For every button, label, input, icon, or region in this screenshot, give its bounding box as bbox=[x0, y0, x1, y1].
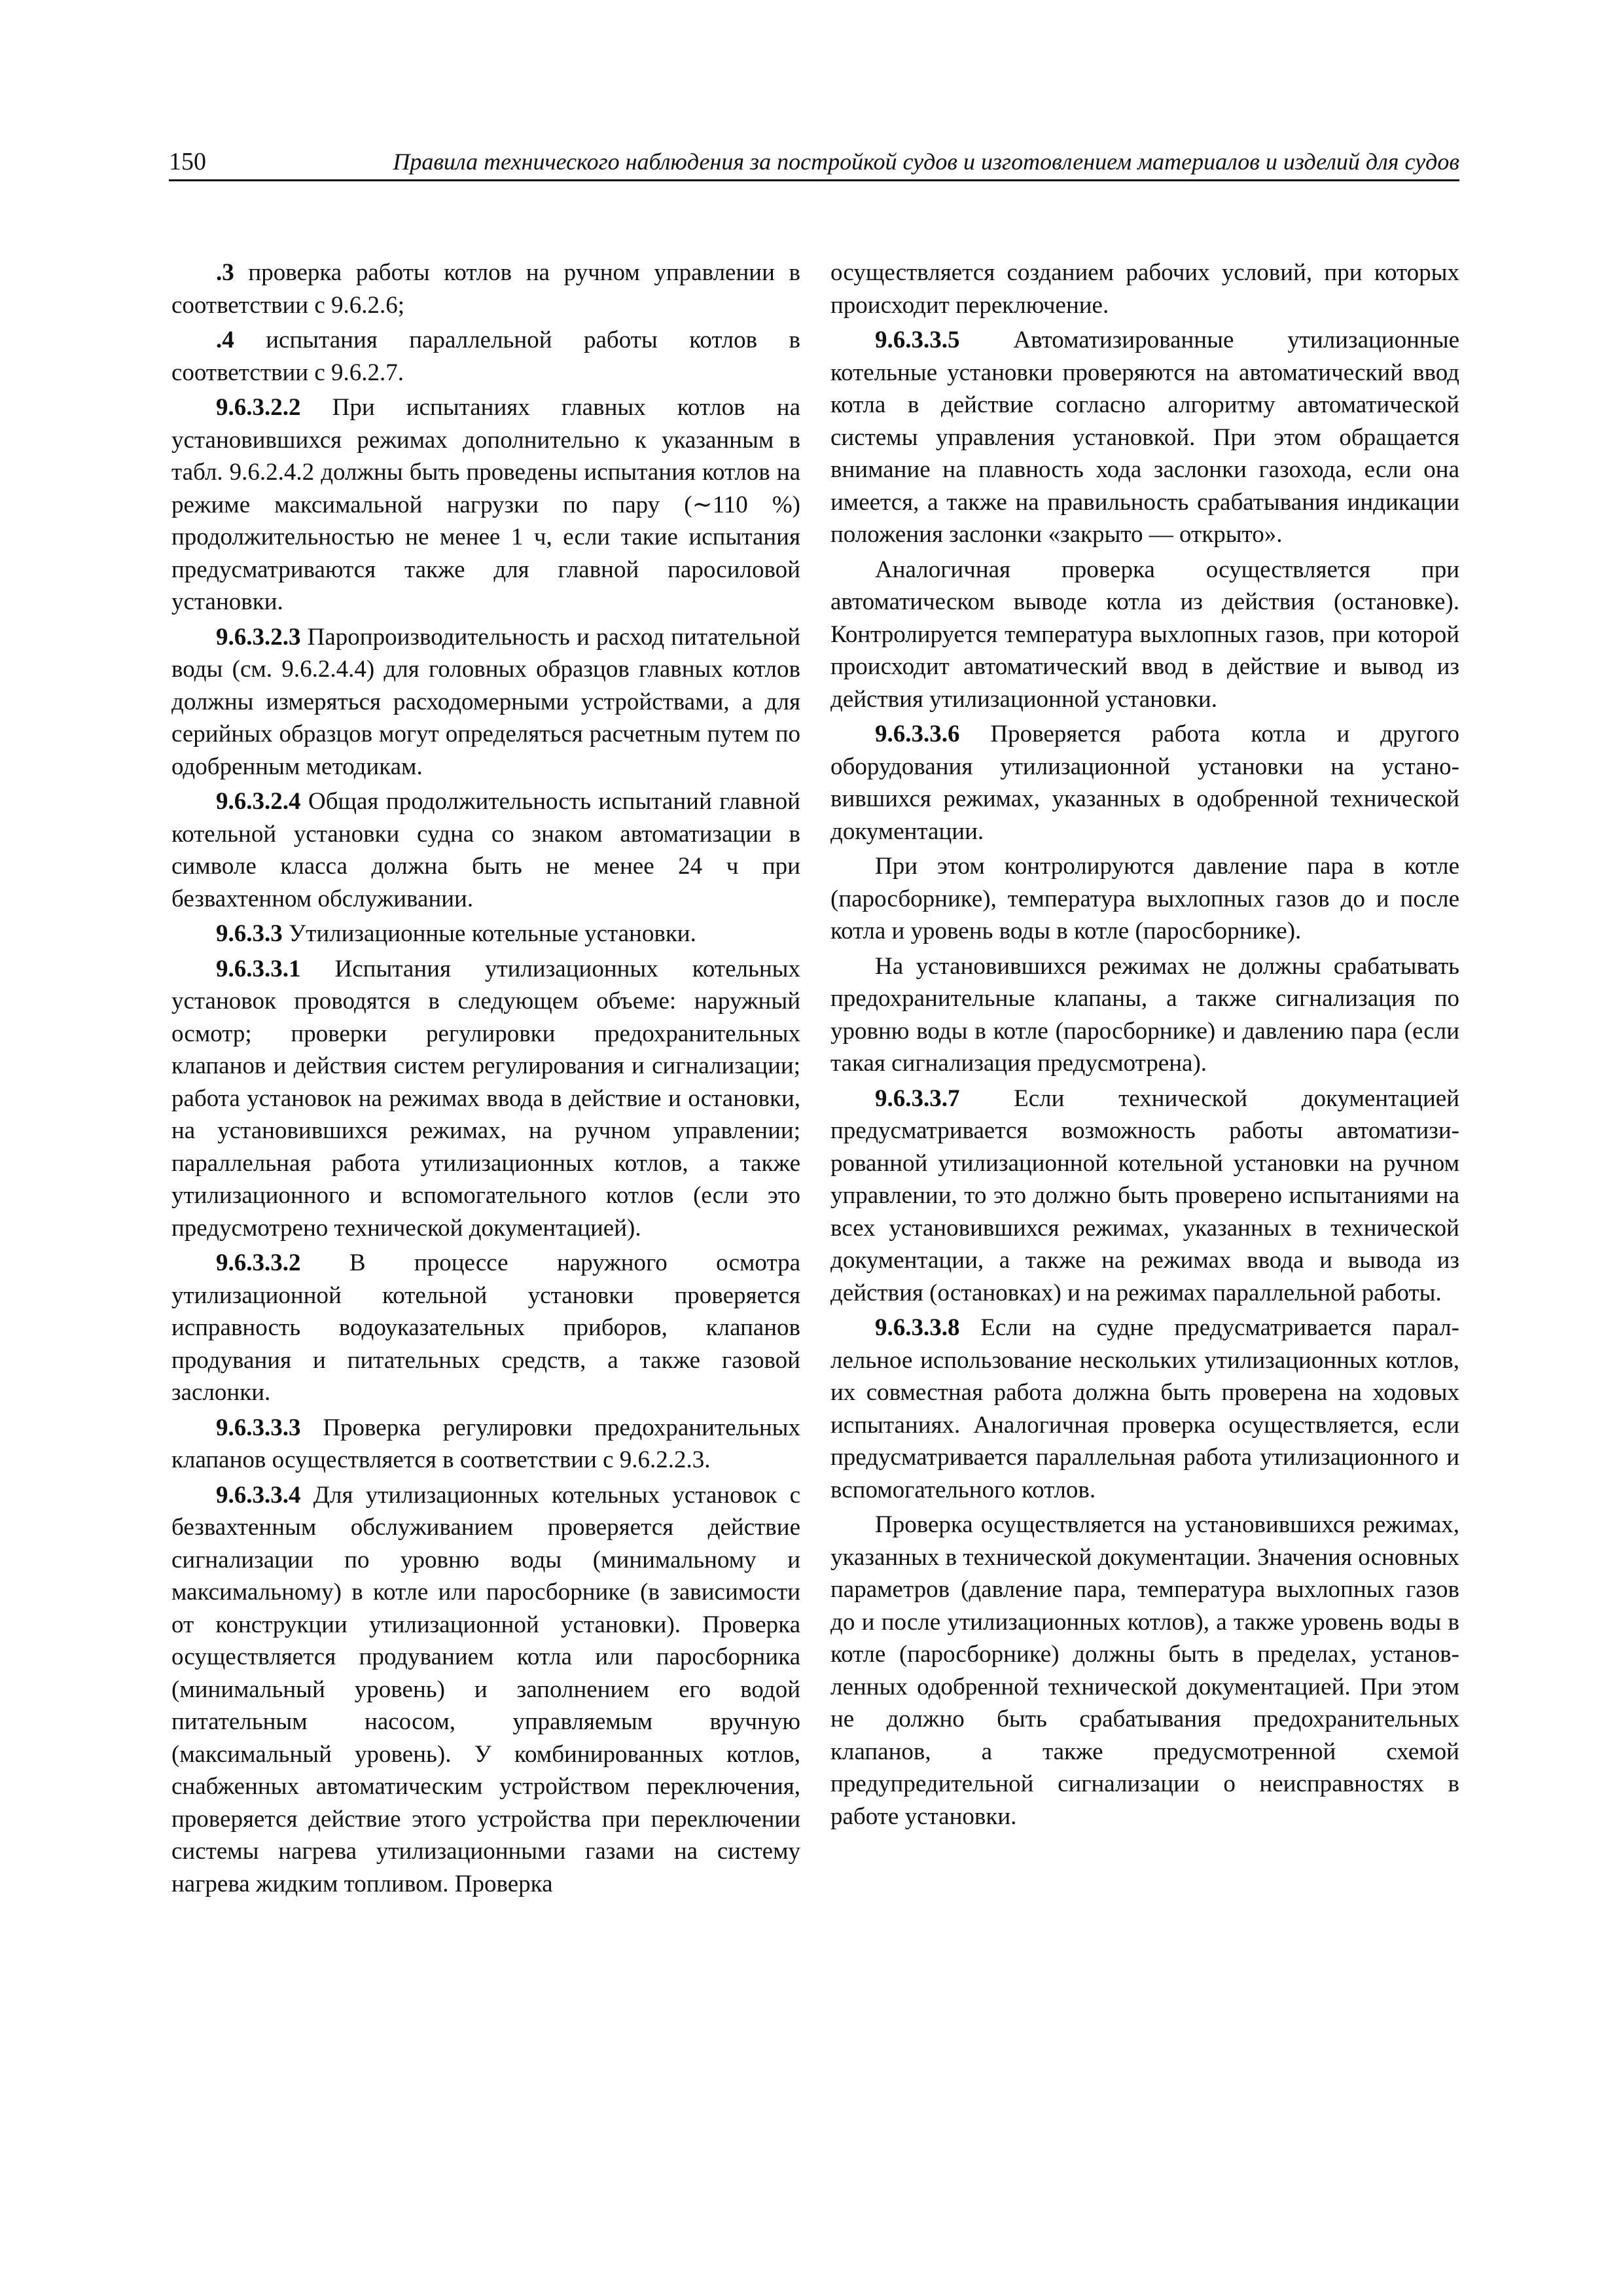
page-number: 150 bbox=[169, 148, 206, 175]
running-title: Правила технического наблюдения за постройкой судов и изготовлением материалов и изделий для судов bbox=[393, 149, 1459, 175]
paragraph bbox=[171, 324, 800, 389]
clause-number: 9.6.3.3.1 bbox=[216, 955, 301, 982]
paragraph-text: Проверяется работа котла и другого оборудования утилизационной установки на установившихся режимах, указанных в одобренной технической документации. bbox=[830, 721, 1459, 845]
clause-number: .4 bbox=[216, 327, 234, 353]
paragraph bbox=[171, 257, 800, 321]
paragraph bbox=[171, 1479, 800, 1901]
clause-number: 9.6.3.2.2 bbox=[216, 394, 301, 421]
paragraph-text: Проверка осуществляется на установившихся режимах, указанных в технической документации. Значения основных параметров (давление пара, температура выхлопных газов до и после утилизационных котлов), а также уровень воды в котле (паросборнике) должны быть в пределах, установленных одобренной технической документацией. При этом не должно быть срабатывания предохранительных клапанов, а также предусмотренной схемой предупредительной сигнализации о неисправностях в работе установки. bbox=[830, 1511, 1459, 1830]
paragraph bbox=[830, 324, 1459, 551]
paragraph bbox=[830, 257, 1459, 321]
paragraph bbox=[830, 554, 1459, 716]
paragraph bbox=[830, 1312, 1459, 1506]
paragraph-text: Если на судне предусматривается параллельное использование нескольких утилизационных котлов, их совместная работа должна быть проверена на ходовых испытаниях. Аналогичная проверка осуществляется, если предусматривается параллельная работа утилизационного и вспомогательного котлов. bbox=[830, 1314, 1459, 1503]
paragraph-text: Для утилизационных котельных установок с безвахтенным обслуживанием проверяется действие сигнализации по уровню воды (минимальному и максимальному) в котле или паросборнике (в зависимости от конструкции утилизационной установки). Проверка осуществляется продуванием котла или паросборника (минимальный уровень) и заполнением его водой питательным насосом, управляемым вручную (максимальный уровень). У комбинированных котлов, снабженных автоматическим устройством переключения, проверяется действие этого устройства при переключении системы нагрева утилизационными газами на систему нагрева жидким топливом. Проверка bbox=[171, 1481, 800, 1897]
paragraph-text: проверка работы котлов на ручном управлении в соответствии с 9.6.2.6; bbox=[171, 259, 800, 319]
paragraph bbox=[171, 785, 800, 915]
paragraph-text: Автоматизированные утилизационные котельные установки проверяются на автоматический ввод котла в действие согласно алгоритму автоматической системы управления установкой. При этом обращается внимание на плавность хода заслонки газохода, если она имеется, а также на правильность срабатывания индикации положения заслонки «закрыто — открыто». bbox=[830, 327, 1459, 548]
clause-number: 9.6.3.2.3 bbox=[216, 623, 301, 651]
paragraph bbox=[830, 1509, 1459, 1833]
paragraph-text: В процессе наружного осмотра утилизационной котельной установки проверяется исправность водоуказательных приборов, клапанов продувания и питательных средств, а также газовой заслонки. bbox=[171, 1249, 800, 1406]
clause-number: 9.6.3.3.4 bbox=[216, 1481, 301, 1509]
paragraph-text: Аналогичная проверка осуществляется при автоматическом выводе котла из действия (остановке). Контролируется температура выхлопных газов, при которой происходит автоматический ввод в действие и вывод из действия утилизационной установки. bbox=[830, 556, 1459, 713]
paragraph bbox=[830, 1083, 1459, 1310]
clause-number: 9.6.3.2.4 bbox=[216, 788, 301, 815]
paragraph-text: При испытаниях главных котлов на установившихся режимах дополнительно к указанным в табл. 9.6.2.4.2 должны быть проведены испытания котлов на режиме максимальной нагрузки по пару (∼110 %) продолжительностью не менее 1 ч, если такие испытания предусматриваются также для главной паросиловой установки. bbox=[171, 394, 800, 615]
paragraph bbox=[830, 718, 1459, 848]
paragraph bbox=[171, 621, 800, 783]
page-header bbox=[169, 145, 1459, 181]
paragraph bbox=[171, 953, 800, 1245]
paragraph-text: Проверка регулировки предохранительных клапанов осуществляется в соответствии с 9.6.2.2.3. bbox=[171, 1414, 800, 1473]
paragraph-text: Утилизационные котельные установки. bbox=[282, 920, 696, 947]
clause-number: 9.6.3.3.3 bbox=[216, 1414, 301, 1441]
paragraph bbox=[830, 950, 1459, 1080]
paragraph bbox=[830, 850, 1459, 948]
clause-number: 9.6.3.3.5 bbox=[875, 327, 960, 353]
clause-number: 9.6.3.3.2 bbox=[216, 1249, 301, 1276]
paragraph bbox=[171, 391, 800, 619]
clause-number: .3 bbox=[216, 259, 234, 286]
clause-number: 9.6.3.3.6 bbox=[875, 721, 960, 747]
paragraph bbox=[171, 918, 800, 950]
paragraph bbox=[171, 1247, 800, 1409]
right-column bbox=[830, 257, 1459, 1835]
paragraph-text: осуществляется созданием рабочих условий, при которых происходит переключение. bbox=[830, 259, 1459, 319]
paragraph bbox=[171, 1412, 800, 1477]
left-column bbox=[171, 257, 800, 1903]
paragraph-text: На установившихся режимах не должны срабатывать предохранительные клапаны, а также сигнализация по уровню воды в котле (паросборнике) и давлению пара (если такая сигнализация предусмотрена). bbox=[830, 952, 1459, 1077]
paragraph-text: Общая продолжительность испытаний главной котельной установки судна со знаком автоматизации в символе класса должна быть не менее 24 ч при безвахтенном обслуживании. bbox=[171, 788, 800, 912]
paragraph-text: Если технической документацией предусматривается возможность работы автоматизированной утилизационной котельной установки на ручном управлении, то это должно быть проверено испытаниями на всех установившихся режимах, указанных в технической документации, а также на режимах ввода и вывода из действия (остановках) и на режимах параллельной работы. bbox=[830, 1085, 1459, 1306]
paragraph-text: испытания параллельной работы котлов в соответствии с 9.6.2.7. bbox=[171, 327, 800, 386]
paragraph-text: Паропроизводительность и расход питательной воды (см. 9.6.2.4.4) для головных образцов главных котлов должны измеряться расходомерными устройствами, а для серийных образцов могут определяться расчетным путем по одобренным методикам. bbox=[171, 623, 800, 780]
clause-number: 9.6.3.3.7 bbox=[875, 1085, 960, 1112]
paragraph-text: При этом контролируются давление пара в котле (паросборнике), температура выхлопных газов до и после котла и уровень воды в котле (паросборнике). bbox=[830, 853, 1459, 944]
clause-number: 9.6.3.3.8 bbox=[875, 1314, 960, 1341]
clause-number: 9.6.3.3 bbox=[216, 920, 283, 947]
paragraph-text: Испытания утилизационных котельных установок проводятся в следующем объеме: наружный осмотр; проверки регулировки предохранительных клапанов и действия систем регулирования и сигнализации; работа установок на режимах ввода в действие и остановки, на установившихся режимах, на ручном управлении; параллельная работа утилизационных котлов, а также утилизационного и вспомогательного котлов (если это предусмотрено технической документацией). bbox=[171, 955, 800, 1242]
